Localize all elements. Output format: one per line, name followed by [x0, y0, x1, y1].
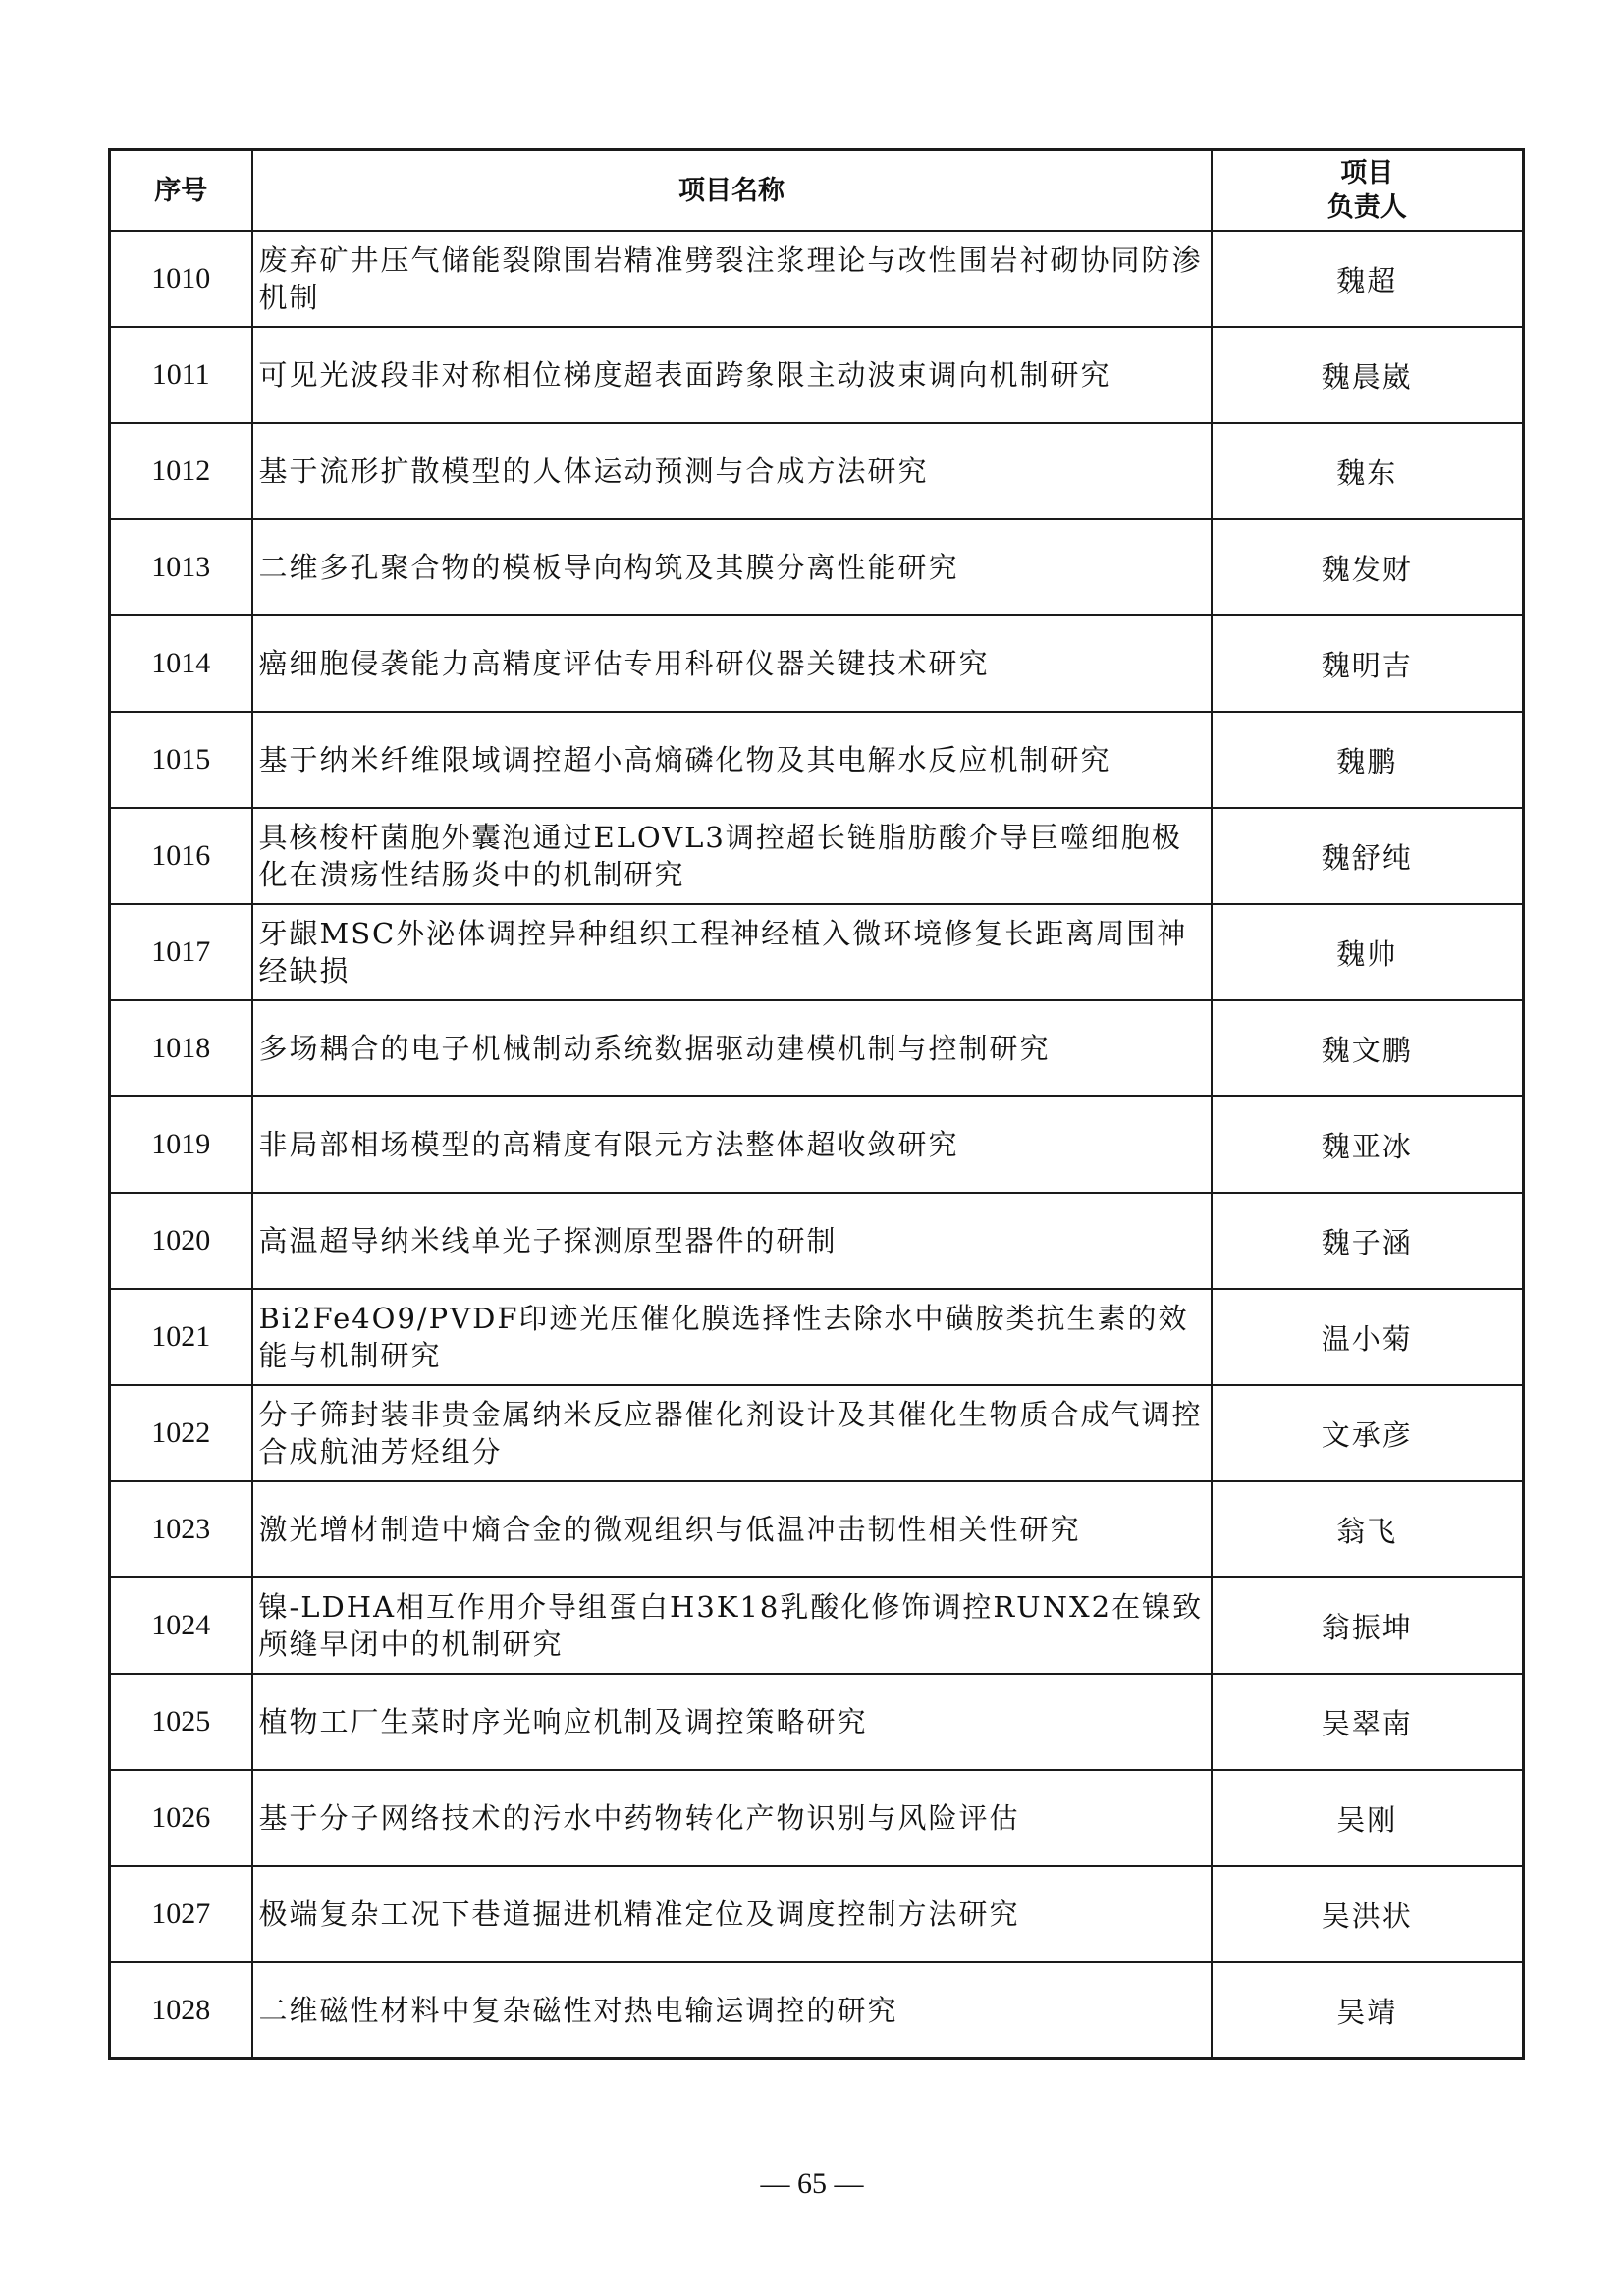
- header-lead-line2: 负责人: [1326, 192, 1407, 223]
- row-project-name: 癌细胞侵袭能力高精度评估专用科研仪器关键技术研究: [252, 615, 1212, 712]
- row-serial-number: 1017: [110, 904, 252, 1000]
- row-project-name: 多场耦合的电子机械制动系统数据驱动建模机制与控制研究: [252, 1000, 1212, 1096]
- row-serial-number: 1011: [110, 327, 252, 423]
- table-row: [110, 615, 1524, 712]
- project-table: [108, 148, 1525, 2060]
- row-project-lead: 魏子涵: [1212, 1193, 1524, 1289]
- table-row: [110, 1385, 1524, 1481]
- row-project-lead: 魏亚冰: [1212, 1096, 1524, 1193]
- table-row: [110, 327, 1524, 423]
- row-serial-number: 1012: [110, 423, 252, 519]
- row-project-lead: 魏晨崴: [1212, 327, 1524, 423]
- row-serial-number: 1015: [110, 712, 252, 808]
- row-serial-number: 1018: [110, 1000, 252, 1096]
- row-project-lead: 魏舒纯: [1212, 808, 1524, 904]
- row-project-lead: 魏东: [1212, 423, 1524, 519]
- table-row: [110, 1000, 1524, 1096]
- row-project-name: 基于纳米纤维限域调控超小高熵磷化物及其电解水反应机制研究: [252, 712, 1212, 808]
- header-serial-number: 序号: [110, 150, 252, 232]
- row-serial-number: 1025: [110, 1674, 252, 1770]
- table-row: [110, 519, 1524, 615]
- header-lead-line1: 项目: [1340, 158, 1394, 188]
- page-number: — 65 —: [760, 2167, 864, 2200]
- table-row: [110, 231, 1524, 327]
- row-project-lead: 翁振坤: [1212, 1577, 1524, 1674]
- row-project-name: 可见光波段非对称相位梯度超表面跨象限主动波束调向机制研究: [252, 327, 1212, 423]
- row-serial-number: 1022: [110, 1385, 252, 1481]
- row-serial-number: 1023: [110, 1481, 252, 1577]
- row-project-name: 基于分子网络技术的污水中药物转化产物识别与风险评估: [252, 1770, 1212, 1866]
- row-project-lead: 温小菊: [1212, 1289, 1524, 1385]
- table-row: [110, 1674, 1524, 1770]
- table-row: [110, 1962, 1524, 2059]
- table-row: [110, 904, 1524, 1000]
- table-row: [110, 1289, 1524, 1385]
- row-project-lead: 文承彦: [1212, 1385, 1524, 1481]
- row-project-lead: 翁飞: [1212, 1481, 1524, 1577]
- table-row: [110, 1481, 1524, 1577]
- row-project-lead: 魏鹏: [1212, 712, 1524, 808]
- row-project-lead: 吴翠南: [1212, 1674, 1524, 1770]
- row-project-name: 基于流形扩散模型的人体运动预测与合成方法研究: [252, 423, 1212, 519]
- row-project-name: 植物工厂生菜时序光响应机制及调控策略研究: [252, 1674, 1212, 1770]
- row-project-name: 极端复杂工况下巷道掘进机精准定位及调度控制方法研究: [252, 1866, 1212, 1962]
- row-serial-number: 1026: [110, 1770, 252, 1866]
- table-row: [110, 423, 1524, 519]
- header-project-lead: [1212, 150, 1524, 232]
- row-project-name: 牙龈MSC外泌体调控异种组织工程神经植入微环境修复长距离周围神经缺损: [252, 904, 1212, 1000]
- table-row: [110, 808, 1524, 904]
- row-project-lead: 魏超: [1212, 231, 1524, 327]
- row-project-lead: 吴刚: [1212, 1770, 1524, 1866]
- row-project-name: 具核梭杆菌胞外囊泡通过ELOVL3调控超长链脂肪酸介导巨噬细胞极化在溃疡性结肠炎中的机制研究: [252, 808, 1212, 904]
- row-serial-number: 1027: [110, 1866, 252, 1962]
- table-row: [110, 712, 1524, 808]
- table-row: [110, 1866, 1524, 1962]
- row-serial-number: 1014: [110, 615, 252, 712]
- header-project-name: 项目名称: [252, 150, 1212, 232]
- row-project-lead: 吴靖: [1212, 1962, 1524, 2059]
- row-project-name: 高温超导纳米线单光子探测原型器件的研制: [252, 1193, 1212, 1289]
- row-project-name: 镍-LDHA相互作用介导组蛋白H3K18乳酸化修饰调控RUNX2在镍致颅缝早闭中的机制研究: [252, 1577, 1212, 1674]
- row-project-lead: 魏文鹏: [1212, 1000, 1524, 1096]
- row-project-lead: 吴洪状: [1212, 1866, 1524, 1962]
- table-row: [110, 1577, 1524, 1674]
- row-serial-number: 1013: [110, 519, 252, 615]
- row-project-name: 激光增材制造中熵合金的微观组织与低温冲击韧性相关性研究: [252, 1481, 1212, 1577]
- row-serial-number: 1019: [110, 1096, 252, 1193]
- row-project-lead: 魏明吉: [1212, 615, 1524, 712]
- table-header-row: [110, 150, 1524, 232]
- row-serial-number: 1021: [110, 1289, 252, 1385]
- table-row: [110, 1193, 1524, 1289]
- table-row: [110, 1770, 1524, 1866]
- row-project-name: 分子筛封装非贵金属纳米反应器催化剂设计及其催化生物质合成气调控合成航油芳烃组分: [252, 1385, 1212, 1481]
- row-project-lead: 魏发财: [1212, 519, 1524, 615]
- row-project-name: Bi2Fe4O9/PVDF印迹光压催化膜选择性去除水中磺胺类抗生素的效能与机制研究: [252, 1289, 1212, 1385]
- row-project-name: 二维多孔聚合物的模板导向构筑及其膜分离性能研究: [252, 519, 1212, 615]
- row-serial-number: 1020: [110, 1193, 252, 1289]
- row-project-name: 废弃矿井压气储能裂隙围岩精准劈裂注浆理论与改性围岩衬砌协同防渗机制: [252, 231, 1212, 327]
- row-project-name: 非局部相场模型的高精度有限元方法整体超收敛研究: [252, 1096, 1212, 1193]
- row-serial-number: 1024: [110, 1577, 252, 1674]
- table-row: [110, 1096, 1524, 1193]
- row-serial-number: 1010: [110, 231, 252, 327]
- row-serial-number: 1016: [110, 808, 252, 904]
- row-project-lead: 魏帅: [1212, 904, 1524, 1000]
- row-serial-number: 1028: [110, 1962, 252, 2059]
- row-project-name: 二维磁性材料中复杂磁性对热电输运调控的研究: [252, 1962, 1212, 2059]
